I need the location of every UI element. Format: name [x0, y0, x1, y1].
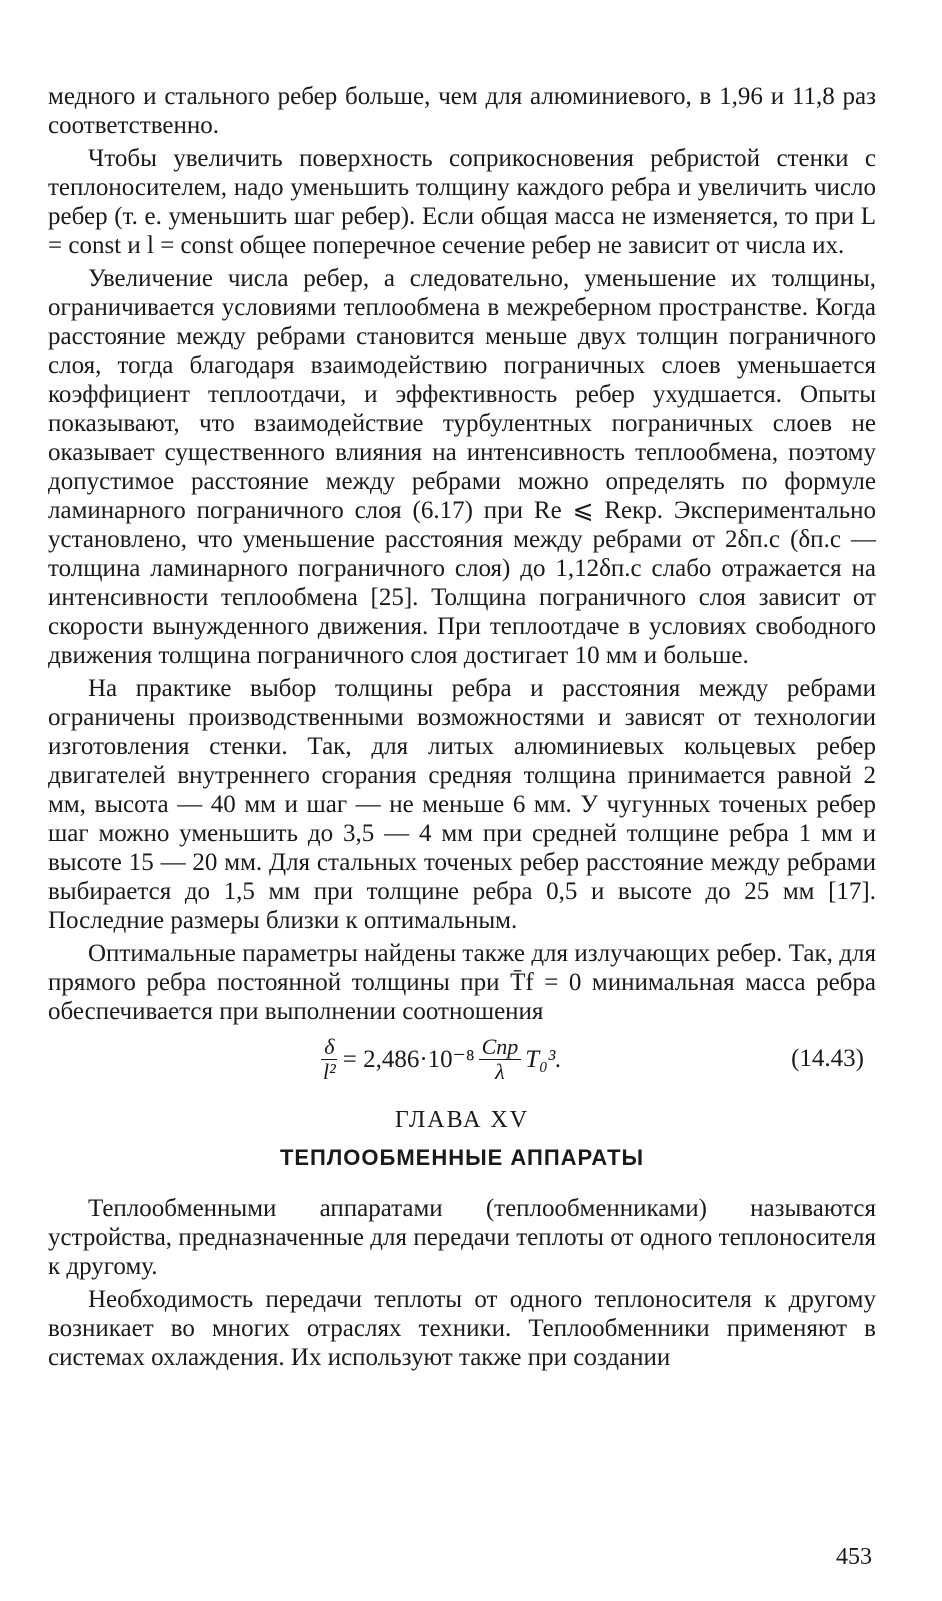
fraction-left [320, 1035, 339, 1084]
paragraph: На практике выбор толщины ребра и расстояния между ребрами ограничены производственными возможностями и зависят от технологии изготовления стенки. Так, для литых алюминиевых кольцевых ребер двигателей внутреннего сгорания средняя толщина принимается равной 2 мм, высота — 40 мм и шаг — не меньше 6 мм. У чугунных точеных ребер шаг можно уменьшить до 3,5 — 4 мм при средней толщине ребра 1 мм и высоте 15 — 20 мм. Для стальных точеных ребер расстояние между ребрами выбирается до 1,5 мм при толщине ребра 0,5 и высоте до 25 мм [17]. Последние размеры близки к оптимальным. [48, 675, 876, 934]
paragraph: Теплообменными аппаратами (теплообменниками) называются устройства, предназначенные для передачи теплоты от одного теплоносителя к другому. [48, 1195, 876, 1280]
fraction-numerator: δ [321, 1035, 337, 1060]
paragraph: Необходимость передачи теплоты от одного теплоносителя к другому возникает во многих отраслях техники. Теплообменники применяют в системах охлаждения. Их используют также при создании [48, 1286, 876, 1371]
paragraph: Оптимальные параметры найдены также для излучающих ребер. Так, для прямого ребра постоянной толщины при T̄f = 0 минимальная масса ребра обеспечивается при выполнении соотношения [48, 940, 876, 1025]
page-body [48, 82, 876, 1376]
fraction-right [479, 1035, 522, 1084]
fraction-denominator: λ [495, 1058, 505, 1084]
equation-number: (14.43) [791, 1045, 864, 1072]
formula-14-43 [48, 1030, 876, 1088]
formula-expression [316, 1030, 562, 1088]
fraction-numerator: Cпр [479, 1035, 522, 1060]
chapter-label: ГЛАВА XV [394, 1107, 530, 1133]
page-number: 453 [836, 1544, 872, 1570]
paragraph: Чтобы увеличить поверхность соприкосновения ребристой стенки с теплоносителем, надо уменьшить толщину каждого ребра и увеличить число ребер (т. е. уменьшить шаг ребер). Если общая масса не изменяется, то при L = const и l = const общее поперечное сечение ребер не зависит от числа их. [48, 145, 876, 259]
formula-tail: T₀³. [525, 1045, 562, 1073]
chapter-title: ТЕПЛООБМЕННЫЕ АППАРАТЫ [279, 1145, 645, 1170]
paragraph: медного и стального ребер больше, чем для алюминиевого, в 1,96 и 11,8 раз соответственно. [48, 83, 876, 139]
fraction-denominator: l² [323, 1058, 336, 1084]
paragraph: Увеличение числа ребер, а следовательно, уменьшение их толщины, ограничивается условиями теплообмена в межреберном пространстве. Когда расстояние между ребрами становится меньше двух толщин пограничного слоя, тогда благодаря взаимодействию пограничных слоев уменьшается коэффициент теплоотдачи, и эффективность ребер ухудшается. Опыты показывают, что взаимодействие турбулентных пограничных слоев не оказывает существенного влияния на интенсивность теплообмена, поэтому допустимое расстояние между ребрами можно определять по формуле ламинарного пограничного слоя (6.17) при Re ⩽ Reкр. Экспериментально установлено, что уменьшение расстояния между ребрами от 2δп.с (δп.с — толщина ламинарного пограничного слоя) до 1,12δп.с слабо отражается на интенсивности теплообмена [25]. Толщина пограничного слоя зависит от скорости вынужденного движения. При теплоотдаче в условиях свободного движения толщина пограничного слоя достигает 10 мм и больше. [48, 265, 876, 669]
formula-middle: = 2,486·10⁻⁸ [342, 1045, 475, 1073]
